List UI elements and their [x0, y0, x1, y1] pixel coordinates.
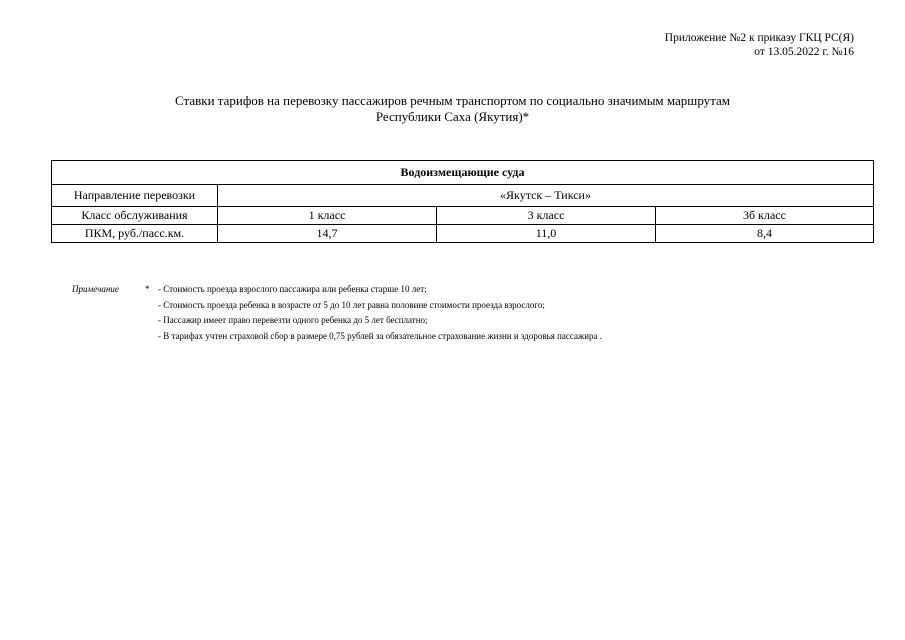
- note-item: - Стоимость проезда ребенка в возрасте от 5 до 10 лет равна половине стоимости проезда взрослого;: [158, 299, 545, 310]
- class-cell: 3 класс: [437, 207, 656, 225]
- class-cell: 3б класс: [656, 207, 874, 225]
- pkm-value-cell: 11,0: [437, 225, 656, 243]
- class-label-cell: Класс обслуживания: [52, 207, 218, 225]
- appendix-line-date: от 13.05.2022 г. №16: [754, 46, 854, 58]
- note-item: - Пассажир имеет право перевезти одного ребенка до 5 лет бесплатно;: [158, 315, 428, 325]
- table-row: [52, 161, 874, 185]
- note-row: [72, 298, 602, 314]
- note-row: [72, 329, 602, 345]
- note-item: - Стоимость проезда взрослого пассажира или ребенка старше 10 лет;: [158, 284, 427, 294]
- table-row: [52, 225, 874, 243]
- appendix-reference: [665, 31, 854, 59]
- route-value-cell: «Якутск – Тикси»: [218, 185, 874, 207]
- vessel-type-header: Водоизмещающие суда: [52, 161, 874, 185]
- table-row: [52, 185, 874, 207]
- document-title-line1: Ставки тарифов на перевозку пассажиров речным транспортом по социально значимым маршрутам: [175, 93, 730, 108]
- table-row: [52, 207, 874, 225]
- note-row: [72, 313, 602, 329]
- note-item: - В тарифах учтен страховой сбор в размере 0,75 рублей за обязательное страхование жизни и здоровья пассажира .: [158, 330, 603, 341]
- document-title-line2: Республики Саха (Якутия)*: [375, 109, 530, 124]
- appendix-line-order: Приложение №2 к приказу ГКЦ РС(Я): [664, 32, 854, 44]
- route-label-cell: Направление перевозки: [52, 185, 218, 207]
- document-title: [0, 93, 905, 125]
- tariff-table: [51, 160, 874, 243]
- note-row: [72, 282, 602, 298]
- notes-asterisk: *: [145, 284, 150, 294]
- notes-section: [72, 282, 602, 344]
- pkm-label-cell: ПКМ, руб./пасс.км.: [52, 225, 218, 243]
- pkm-value-cell: 8,4: [656, 225, 874, 243]
- class-cell: 1 класс: [218, 207, 437, 225]
- notes-label: Примечание: [72, 284, 119, 294]
- pkm-value-cell: 14,7: [218, 225, 437, 243]
